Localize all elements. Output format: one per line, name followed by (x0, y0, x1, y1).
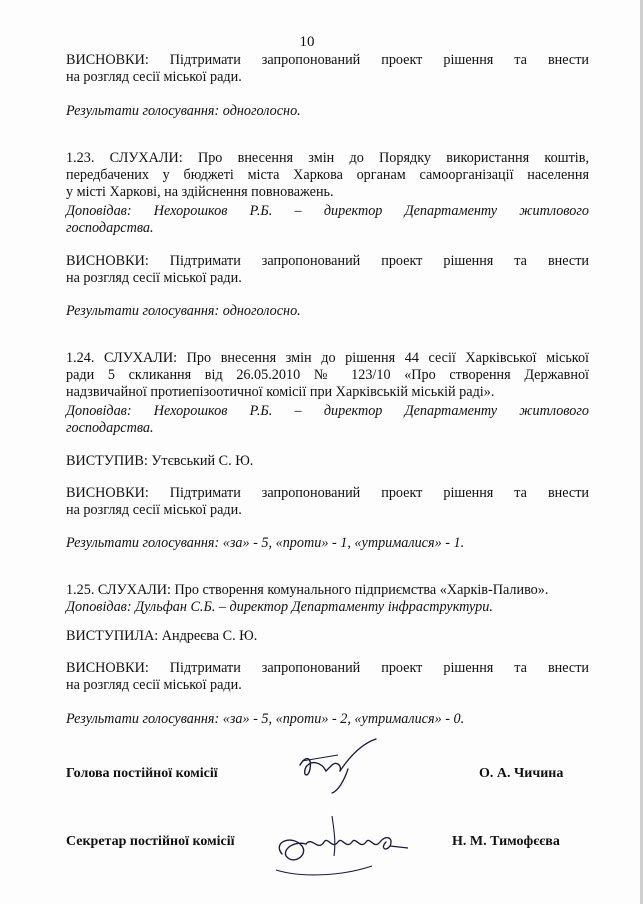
chair-name: О. А. Чичина (479, 766, 564, 781)
reporter-block (66, 403, 589, 437)
text-line: ВИСТУПИЛА: Андреєва С. Ю. (66, 628, 258, 644)
text-line: ради 5 скликання від 26.05.2010 № 123/10 «Про створення Державної (66, 367, 589, 383)
agenda-item-1-24 (66, 350, 589, 401)
text-line: господарства. (66, 420, 154, 436)
text-line: на розгляд сесії міської ради. (66, 502, 242, 518)
voting-result (66, 303, 589, 320)
text-line: у місті Харкові, на здійснення повноважень. (66, 184, 334, 200)
secretary-signature (262, 812, 422, 882)
text-line: 1.24. СЛУХАЛИ: Про внесення змін до рішення 44 сесії Харківської міської (66, 350, 589, 366)
text-line: Доповідав: Дульфан С.Б. – директор Департаменту інфраструктури. (66, 599, 493, 615)
secretary-name: Н. М. Тимофєєва (452, 834, 560, 849)
text-line: ВИСНОВКИ: Підтримати запропонований проект рішення та внести (66, 253, 589, 269)
text-line: господарства. (66, 220, 154, 236)
text-line: 1.25. СЛУХАЛИ: Про створення комунального підприємства «Харків-Паливо». (66, 582, 549, 598)
agenda-item-1-25 (66, 582, 589, 616)
voting-result (66, 535, 589, 552)
text-line: Результати голосування: «за» - 5, «проти» - 1, «утрималися» - 1. (66, 535, 465, 551)
text-line: Доповідав: Нехорошков Р.Б. – директор Департаменту житлового (66, 403, 589, 419)
speaker-block (66, 453, 589, 470)
text-line: Результати голосування: одноголосно. (66, 303, 301, 319)
chair-title: Голова постійної комісії (66, 766, 218, 781)
text-line: 1.23. СЛУХАЛИ: Про внесення змін до Порядку використання коштів, (66, 150, 589, 166)
text-line: Результати голосування: одноголосно. (66, 103, 301, 119)
speaker-block (66, 628, 589, 645)
text-line: Доповідав: Нехорошков Р.Б. – директор Департаменту житлового (66, 203, 589, 219)
conclusion-block (66, 660, 589, 694)
chair-signature (292, 735, 382, 795)
text-line: надзвичайної протиепізоотичної комісії при Харківській міській раді». (66, 384, 495, 400)
text-line: передбачених у бюджеті міста Харкова органам самоорганізації населення (66, 167, 589, 183)
voting-result (66, 103, 589, 120)
conclusion-block (66, 253, 589, 287)
reporter-block (66, 203, 589, 237)
text-line: на розгляд сесії міської ради. (66, 270, 242, 286)
text-line: ВИСНОВКИ: Підтримати запропонований проект рішення та внести (66, 660, 589, 676)
voting-result (66, 711, 589, 728)
text-line: на розгляд сесії міської ради. (66, 69, 242, 85)
conclusion-block (66, 485, 589, 519)
page-number: 10 (299, 34, 315, 50)
text-line: ВИСНОВКИ: Підтримати запропонований проект рішення та внести (66, 52, 589, 68)
text-line: на розгляд сесії міської ради. (66, 677, 242, 693)
secretary-title: Секретар постійної комісії (66, 834, 235, 849)
conclusion-block (66, 52, 589, 86)
text-line: ВИСНОВКИ: Підтримати запропонований проект рішення та внести (66, 485, 589, 501)
text-line: ВИСТУПИВ: Утєвський С. Ю. (66, 453, 254, 469)
agenda-item-1-23 (66, 150, 589, 201)
text-line: Результати голосування: «за» - 5, «проти» - 2, «утрималися» - 0. (66, 711, 465, 727)
